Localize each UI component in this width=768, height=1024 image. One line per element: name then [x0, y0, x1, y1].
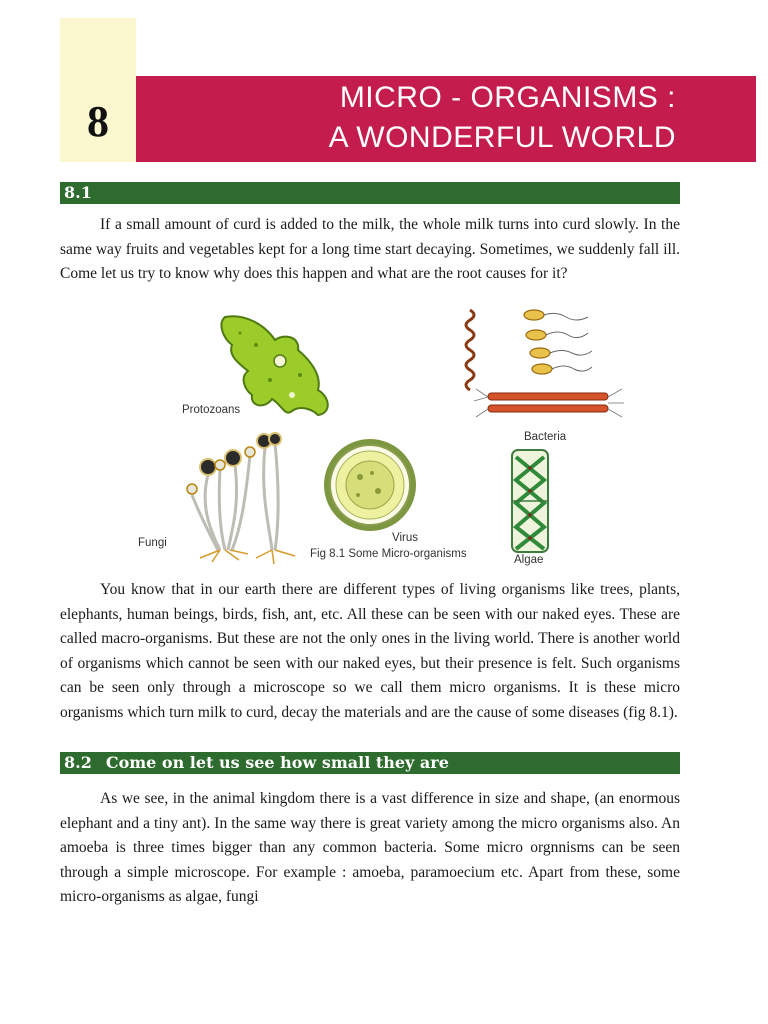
size-paragraph — [60, 787, 680, 910]
chapter-title-line-1: MICRO - ORGANISMS : — [339, 81, 676, 114]
figure-illustration — [60, 305, 700, 575]
chapter-number-box — [60, 18, 136, 162]
section-title: Come on let us see how small they are — [105, 753, 449, 772]
protozoan-illustration — [221, 316, 327, 415]
paragraph-text: If a small amount of curd is added to the milk, the whole milk turns into curd slowly. In the same way fruits and vegetables kept for a long time start decaying. Sometimes, we suddenly fall ill. Come let us try to know why does this happen and what are the root causes for it? — [60, 216, 680, 282]
paragraph-text: You know that in our earth there are different types of living organisms like trees, plants, elephants, human beings, birds, fish, ant, etc. All these can be seen with our naked eyes. These are called macro-organisms. But these are not the only ones in the living world. There is another world of organisms which cannot be seen with our naked eyes, but their presence is felt. Such organisms can be seen only through a microscope so we call them micro organisms. It is these micro organisms which turn milk to curd, decay the materials and are the cause of some diseases (fig 8.1). — [60, 581, 680, 721]
spiral-bacterium-icon — [466, 310, 474, 390]
flagellated-bacteria — [524, 310, 552, 374]
label-fungi: Fungi — [138, 537, 167, 549]
algae-illustration — [512, 450, 548, 552]
label-virus: Virus — [392, 532, 418, 544]
section-heading-8-2 — [60, 752, 680, 774]
bacteria-flagella — [544, 313, 592, 371]
label-bacteria: Bacteria — [524, 431, 567, 443]
section-heading-8-1 — [60, 182, 680, 204]
macro-micro-paragraph — [60, 578, 680, 725]
chapter-title-line-2: A WONDERFUL WORLD — [328, 121, 676, 154]
fungi-illustration — [187, 433, 295, 564]
section-number: 8.2 — [64, 753, 92, 772]
chapter-number: 8 — [87, 97, 109, 146]
figure-caption: Fig 8.1 Some Micro-organisms — [310, 548, 467, 560]
intro-paragraph — [60, 213, 680, 287]
label-protozoans: Protozoans — [182, 404, 241, 416]
rod-bacteria — [474, 389, 624, 417]
virus-illustration — [324, 439, 416, 531]
label-algae: Algae — [514, 554, 544, 566]
section-number: 8.1 — [64, 183, 92, 202]
figure-micro-organisms — [60, 305, 700, 575]
chapter-title-band — [136, 76, 756, 162]
paragraph-text: As we see, in the animal kingdom there is a vast difference in size and shape, (an enormous elephant and a tiny ant). In the same way there is great variety among the micro organisms also. An amoeba is three times bigger than any common bacteria. Some micro orgnnisms can be seen through a simple microscope. For example : amoeba, paramoecium etc. Apart from these, some micro-organisms as algae, fungi — [60, 790, 680, 905]
